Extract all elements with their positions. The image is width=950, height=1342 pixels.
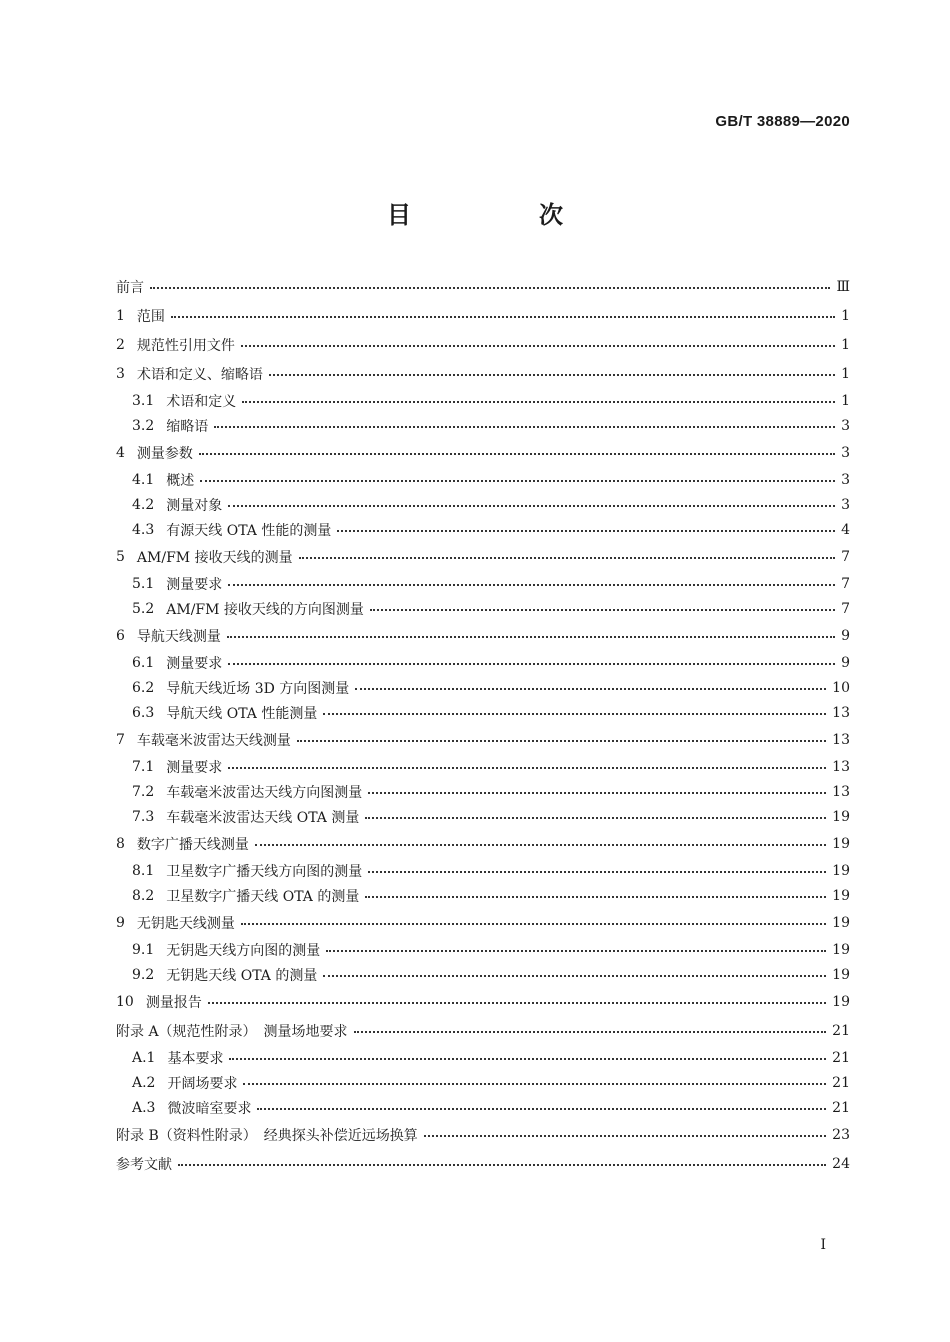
- toc-entry-number: 6.2: [132, 679, 155, 696]
- toc-entry-page: 19: [832, 887, 850, 904]
- toc-entry[interactable]: [116, 779, 850, 804]
- toc-entry-title: 微波暗室要求: [167, 1100, 252, 1117]
- toc-leader-dots: [323, 713, 826, 715]
- toc-entry-page: 7: [841, 600, 850, 617]
- toc-entry-number: 1: [116, 307, 125, 324]
- toc-entry[interactable]: [116, 413, 850, 438]
- toc-entry-page: 21: [832, 1074, 850, 1091]
- toc-entry-page: 3: [841, 496, 850, 513]
- table-of-contents: [116, 272, 850, 1178]
- toc-entry-page: 1: [841, 307, 850, 324]
- toc-entry[interactable]: [116, 883, 850, 908]
- toc-entry-number: 7.2: [132, 783, 155, 800]
- toc-leader-dots: [255, 844, 826, 846]
- toc-entry-title: 无钥匙天线方向图的测量: [166, 942, 321, 959]
- toc-entry-page: 7: [841, 575, 850, 592]
- toc-entry[interactable]: [116, 388, 850, 413]
- toc-entry[interactable]: [116, 621, 850, 650]
- toc-entry-page: 13: [832, 704, 850, 721]
- toc-leader-dots: [228, 663, 835, 665]
- toc-entry-number: 9: [116, 914, 125, 931]
- toc-entry-page: 24: [832, 1155, 850, 1172]
- toc-entry[interactable]: [116, 571, 850, 596]
- toc-leader-dots: [370, 609, 835, 611]
- toc-entry-page: 13: [832, 758, 850, 775]
- toc-entry-title: 测量要求: [166, 576, 223, 593]
- toc-entry-number: 8: [116, 835, 125, 852]
- toc-entry-title: 测量要求: [166, 655, 223, 672]
- toc-entry[interactable]: [116, 467, 850, 492]
- page-title-text: 目 次: [387, 201, 615, 229]
- toc-entry-title: AM/FM 接收天线的测量: [136, 549, 293, 566]
- toc-entry-title: 数字广播天线测量: [136, 836, 249, 853]
- toc-entry-title: 卫星数字广播天线 OTA 的测量: [166, 888, 360, 905]
- toc-entry[interactable]: [116, 1120, 850, 1149]
- toc-entry-title: 测量要求: [166, 759, 223, 776]
- toc-entry-page: 9: [841, 627, 850, 644]
- page-title: [0, 195, 950, 230]
- page-number: Ⅰ: [820, 1237, 826, 1253]
- toc-leader-dots: [241, 923, 826, 925]
- toc-entry-title: 无钥匙天线测量: [136, 915, 235, 932]
- toc-entry-number: 7.3: [132, 808, 155, 825]
- toc-entry-title: 车载毫米波雷达天线 OTA 测量: [166, 809, 360, 826]
- toc-leader-dots: [354, 1031, 827, 1033]
- toc-entry[interactable]: [116, 596, 850, 621]
- toc-entry[interactable]: [116, 542, 850, 571]
- toc-entry-page: 19: [832, 914, 850, 931]
- toc-entry-page: 13: [832, 731, 850, 748]
- toc-entry-number: 9.2: [132, 966, 155, 983]
- toc-entry-page: 19: [832, 993, 850, 1010]
- toc-entry-number: 3.1: [132, 392, 155, 409]
- toc-entry-page: 19: [832, 835, 850, 852]
- toc-leader-dots: [229, 1058, 826, 1060]
- toc-leader-dots: [368, 792, 826, 794]
- toc-entry[interactable]: [116, 829, 850, 858]
- toc-entry-number: 7.1: [132, 758, 155, 775]
- toc-entry-title: 导航天线测量: [136, 628, 221, 645]
- toc-entry-title: 测量对象: [166, 497, 223, 514]
- toc-entry-number: 4: [116, 444, 125, 461]
- toc-entry-page: 7: [841, 548, 850, 565]
- toc-leader-dots: [178, 1164, 826, 1166]
- toc-entry-page: Ⅲ: [836, 278, 850, 295]
- toc-entry-title: 导航天线近场 3D 方向图测量: [166, 680, 350, 697]
- standard-code: GB/T 38889—2020: [715, 113, 850, 130]
- toc-leader-dots: [424, 1135, 826, 1137]
- toc-entry-number: 2: [116, 336, 125, 353]
- toc-entry-page: 1: [841, 365, 850, 382]
- toc-entry[interactable]: [116, 1149, 850, 1178]
- toc-leader-dots: [269, 374, 835, 376]
- toc-entry-page: 1: [841, 392, 850, 409]
- toc-entry[interactable]: [116, 1095, 850, 1120]
- toc-entry[interactable]: [116, 937, 850, 962]
- toc-entry-title: 车载毫米波雷达天线方向图测量: [166, 784, 363, 801]
- toc-leader-dots: [365, 817, 826, 819]
- toc-entry-page: 3: [841, 417, 850, 434]
- toc-entry[interactable]: [116, 438, 850, 467]
- toc-entry[interactable]: [116, 330, 850, 359]
- toc-entry-title: 术语和定义、缩略语: [136, 366, 263, 383]
- toc-entry[interactable]: [116, 754, 850, 779]
- toc-leader-dots: [365, 896, 826, 898]
- toc-entry-title: 无钥匙天线 OTA 的测量: [166, 967, 318, 984]
- toc-entry[interactable]: [116, 987, 850, 1016]
- toc-entry-number: 10: [116, 993, 134, 1010]
- toc-entry[interactable]: [116, 700, 850, 725]
- toc-entry-title: 缩略语: [166, 418, 209, 435]
- toc-leader-dots: [200, 480, 835, 482]
- toc-leader-dots: [199, 453, 835, 455]
- toc-entry[interactable]: [116, 359, 850, 388]
- toc-entry-page: 4: [841, 521, 850, 538]
- toc-entry-number: 6.1: [132, 654, 155, 671]
- toc-leader-dots: [228, 505, 835, 507]
- toc-leader-dots: [242, 401, 835, 403]
- toc-leader-dots: [243, 1083, 826, 1085]
- toc-entry-number: 4.2: [132, 496, 155, 513]
- toc-entry[interactable]: [116, 301, 850, 330]
- toc-entry-title: 测量参数: [136, 445, 193, 462]
- toc-leader-dots: [227, 636, 835, 638]
- toc-leader-dots: [368, 871, 826, 873]
- toc-entry-title: 前言: [116, 279, 144, 296]
- toc-entry-title: 有源天线 OTA 性能的测量: [166, 522, 332, 539]
- toc-entry-number: 3.2: [132, 417, 155, 434]
- toc-entry-number: 6.3: [132, 704, 155, 721]
- toc-leader-dots: [337, 530, 835, 532]
- toc-entry[interactable]: [116, 858, 850, 883]
- toc-entry[interactable]: [116, 1016, 850, 1045]
- toc-leader-dots: [150, 287, 830, 289]
- toc-entry-number: A.1: [132, 1049, 156, 1066]
- toc-entry-number: 5: [116, 548, 125, 565]
- toc-leader-dots: [297, 740, 826, 742]
- toc-entry-number: A.3: [132, 1099, 156, 1116]
- toc-entry[interactable]: [116, 272, 850, 301]
- toc-leader-dots: [355, 688, 826, 690]
- toc-leader-dots: [299, 557, 835, 559]
- toc-entry-title: AM/FM 接收天线的方向图测量: [166, 601, 364, 618]
- toc-entry-number: 4.3: [132, 521, 155, 538]
- toc-leader-dots: [241, 345, 835, 347]
- toc-entry-title: 术语和定义: [166, 393, 237, 410]
- toc-entry-title: 测量报告: [145, 994, 202, 1011]
- toc-leader-dots: [228, 584, 835, 586]
- toc-entry[interactable]: [116, 492, 850, 517]
- toc-entry-title: 概述: [166, 472, 195, 489]
- toc-leader-dots: [228, 767, 826, 769]
- toc-leader-dots: [214, 426, 835, 428]
- toc-entry-title: 导航天线 OTA 性能测量: [166, 705, 318, 722]
- toc-entry-title: 基本要求: [167, 1050, 224, 1067]
- toc-entry[interactable]: [116, 650, 850, 675]
- toc-entry-title: 附录 B（资料性附录） 经典探头补偿近远场换算: [116, 1127, 418, 1144]
- toc-entry[interactable]: [116, 908, 850, 937]
- toc-leader-dots: [257, 1108, 826, 1110]
- toc-entry-number: 8.2: [132, 887, 155, 904]
- toc-entry-page: 21: [832, 1022, 850, 1039]
- toc-entry-title: 附录 A（规范性附录） 测量场地要求: [116, 1023, 348, 1040]
- toc-entry-number: 9.1: [132, 941, 155, 958]
- toc-entry-page: 19: [832, 862, 850, 879]
- toc-entry[interactable]: [116, 725, 850, 754]
- toc-entry-title: 车载毫米波雷达天线测量: [136, 732, 291, 749]
- toc-entry-page: 23: [832, 1126, 850, 1143]
- toc-entry-page: 3: [841, 444, 850, 461]
- toc-entry-title: 卫星数字广播天线方向图的测量: [166, 863, 363, 880]
- toc-entry[interactable]: [116, 1045, 850, 1070]
- toc-entry-page: 10: [832, 679, 850, 696]
- toc-leader-dots: [208, 1002, 826, 1004]
- toc-entry-page: 9: [841, 654, 850, 671]
- toc-entry-number: 6: [116, 627, 125, 644]
- toc-leader-dots: [171, 316, 835, 318]
- toc-entry-number: A.2: [132, 1074, 156, 1091]
- toc-entry-title: 范围: [136, 308, 165, 325]
- toc-entry-title: 参考文献: [116, 1156, 172, 1173]
- toc-entry-number: 7: [116, 731, 125, 748]
- toc-leader-dots: [326, 950, 826, 952]
- toc-entry-page: 13: [832, 783, 850, 800]
- toc-entry[interactable]: [116, 675, 850, 700]
- toc-entry-number: 5.1: [132, 575, 155, 592]
- toc-entry-number: 5.2: [132, 600, 155, 617]
- toc-entry-page: 1: [841, 336, 850, 353]
- toc-entry[interactable]: [116, 517, 850, 542]
- toc-entry-title: 开阔场要求: [167, 1075, 238, 1092]
- toc-entry-title: 规范性引用文件: [136, 337, 235, 354]
- toc-entry[interactable]: [116, 1070, 850, 1095]
- toc-leader-dots: [323, 975, 826, 977]
- toc-entry-number: 8.1: [132, 862, 155, 879]
- toc-entry-page: 21: [832, 1049, 850, 1066]
- toc-entry[interactable]: [116, 804, 850, 829]
- toc-entry-page: 19: [832, 808, 850, 825]
- toc-entry-page: 19: [832, 966, 850, 983]
- toc-entry-number: 4.1: [132, 471, 155, 488]
- toc-entry-page: 21: [832, 1099, 850, 1116]
- toc-entry-page: 19: [832, 941, 850, 958]
- toc-entry[interactable]: [116, 962, 850, 987]
- toc-entry-number: 3: [116, 365, 125, 382]
- toc-entry-page: 3: [841, 471, 850, 488]
